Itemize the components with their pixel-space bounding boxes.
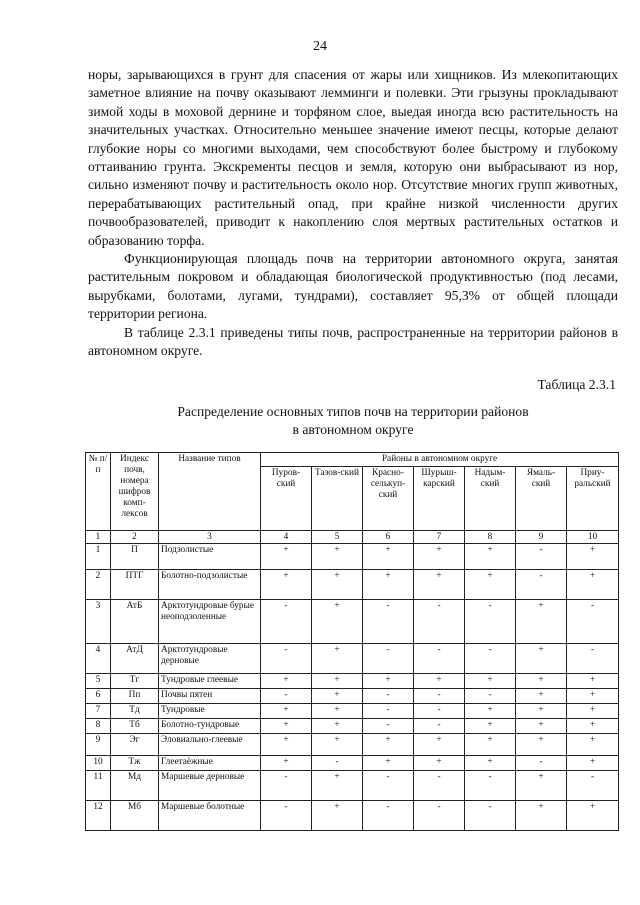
presence-mark: - [261, 644, 312, 674]
presence-mark: + [465, 544, 516, 570]
row-number: 7 [86, 704, 111, 719]
presence-mark: + [363, 734, 414, 756]
presence-mark: + [261, 704, 312, 719]
soil-name: Маршевые дерновые [159, 771, 261, 801]
column-number: 10 [567, 531, 619, 544]
presence-mark: + [567, 689, 619, 704]
presence-mark: + [516, 689, 567, 704]
presence-mark: + [465, 756, 516, 771]
presence-mark: + [567, 570, 619, 600]
row-number: 8 [86, 719, 111, 734]
presence-mark: - [414, 704, 465, 719]
presence-mark: + [261, 734, 312, 756]
table-row [86, 600, 619, 644]
presence-mark: + [312, 689, 363, 704]
presence-mark: + [312, 644, 363, 674]
soil-types-table [85, 452, 619, 831]
presence-mark: + [414, 734, 465, 756]
soil-name: Маршевые болотные [159, 801, 261, 831]
page-number: 24 [313, 39, 327, 54]
presence-mark: - [363, 600, 414, 644]
header-district: Тазов-ский [312, 467, 363, 531]
soil-name: Почвы пятен [159, 689, 261, 704]
presence-mark: + [363, 544, 414, 570]
table-caption: Таблица 2.3.1 [537, 377, 616, 392]
presence-mark: + [465, 674, 516, 689]
column-number: 5 [312, 531, 363, 544]
soil-name: Болотно-подзолистые [159, 570, 261, 600]
row-number: 4 [86, 644, 111, 674]
header-districts-group: Районы в автономном округе [261, 453, 619, 467]
soil-index: Мд [111, 771, 159, 801]
presence-mark: + [567, 544, 619, 570]
row-number: 2 [86, 570, 111, 600]
column-number: 8 [465, 531, 516, 544]
table-row [86, 704, 619, 719]
column-number: 6 [363, 531, 414, 544]
table-row [86, 771, 619, 801]
body-text [88, 66, 618, 361]
presence-mark: + [414, 674, 465, 689]
presence-mark: + [261, 544, 312, 570]
table-row [86, 756, 619, 771]
row-number: 10 [86, 756, 111, 771]
presence-mark: - [414, 600, 465, 644]
table-row [86, 674, 619, 689]
presence-mark: + [312, 801, 363, 831]
presence-mark: + [567, 704, 619, 719]
presence-mark: - [465, 771, 516, 801]
presence-mark: + [516, 644, 567, 674]
presence-mark: + [516, 719, 567, 734]
presence-mark: + [312, 771, 363, 801]
soil-index: Тб [111, 719, 159, 734]
presence-mark: - [516, 756, 567, 771]
soil-index: Тг [111, 674, 159, 689]
presence-mark: - [516, 544, 567, 570]
presence-mark: + [312, 544, 363, 570]
header-district: Красно-селькуп-ский [363, 467, 414, 531]
presence-mark: + [465, 570, 516, 600]
presence-mark: - [261, 801, 312, 831]
column-number: 9 [516, 531, 567, 544]
presence-mark: + [567, 719, 619, 734]
presence-mark: + [414, 544, 465, 570]
soil-index: АтД [111, 644, 159, 674]
presence-mark: - [567, 644, 619, 674]
soil-index: АтБ [111, 600, 159, 644]
presence-mark: + [465, 704, 516, 719]
column-number: 1 [86, 531, 111, 544]
soil-name: Подзолистые [159, 544, 261, 570]
header-district: Шурыш-карский [414, 467, 465, 531]
row-number: 9 [86, 734, 111, 756]
header-district: Пуров-ский [261, 467, 312, 531]
row-number: 5 [86, 674, 111, 689]
column-number: 2 [111, 531, 159, 544]
presence-mark: + [516, 704, 567, 719]
soil-index: Эг [111, 734, 159, 756]
presence-mark: - [261, 600, 312, 644]
presence-mark: + [363, 570, 414, 600]
table-row [86, 644, 619, 674]
presence-mark: - [312, 756, 363, 771]
presence-mark: - [414, 689, 465, 704]
presence-mark: - [363, 644, 414, 674]
presence-mark: + [465, 734, 516, 756]
presence-mark: - [363, 689, 414, 704]
table-row [86, 801, 619, 831]
presence-mark: - [567, 771, 619, 801]
presence-mark: - [465, 644, 516, 674]
presence-mark: + [363, 756, 414, 771]
header-name: Название типов [159, 453, 261, 531]
presence-mark: - [363, 771, 414, 801]
soil-index: Мб [111, 801, 159, 831]
presence-mark: - [465, 689, 516, 704]
table-body [86, 544, 619, 831]
presence-mark: - [363, 719, 414, 734]
soil-name: Тундровые [159, 704, 261, 719]
header-row-1 [86, 453, 619, 467]
soil-index: Тж [111, 756, 159, 771]
presence-mark: + [312, 734, 363, 756]
presence-mark: - [414, 719, 465, 734]
presence-mark: + [312, 674, 363, 689]
presence-mark: + [465, 719, 516, 734]
header-district: Приу-ральский [567, 467, 619, 531]
presence-mark: - [363, 704, 414, 719]
header-index: Индекс почв, номера шифров комп-лексов [111, 453, 159, 531]
presence-mark: - [414, 801, 465, 831]
presence-mark: - [516, 570, 567, 600]
table-title-line-1: Распределение основных типов почв на территории районов [177, 404, 529, 419]
header-district: Ямаль-ский [516, 467, 567, 531]
presence-mark: - [465, 801, 516, 831]
column-numbers-row [86, 531, 619, 544]
presence-mark: - [363, 801, 414, 831]
soil-name: Арктотундровые бурые неоподзоленные [159, 600, 261, 644]
presence-mark: + [261, 570, 312, 600]
presence-mark: + [312, 570, 363, 600]
table-row [86, 544, 619, 570]
row-number: 3 [86, 600, 111, 644]
presence-mark: + [414, 570, 465, 600]
header-num: № п/п [86, 453, 111, 531]
soil-name: Болотно-тундровые [159, 719, 261, 734]
presence-mark: + [261, 719, 312, 734]
header-district: Надым-ский [465, 467, 516, 531]
presence-mark: + [567, 734, 619, 756]
presence-mark: + [363, 674, 414, 689]
presence-mark: - [465, 600, 516, 644]
presence-mark: + [516, 801, 567, 831]
table-row [86, 689, 619, 704]
presence-mark: - [414, 771, 465, 801]
presence-mark: + [567, 756, 619, 771]
presence-mark: + [516, 771, 567, 801]
column-number: 3 [159, 531, 261, 544]
soil-index: П [111, 544, 159, 570]
presence-mark: + [414, 756, 465, 771]
presence-mark: - [261, 771, 312, 801]
presence-mark: + [516, 674, 567, 689]
column-number: 4 [261, 531, 312, 544]
soil-name: Арктотундровые дерновые [159, 644, 261, 674]
presence-mark: + [516, 734, 567, 756]
presence-mark: + [312, 600, 363, 644]
presence-mark: + [567, 674, 619, 689]
soil-name: Глеетаёжные [159, 756, 261, 771]
soil-index: Пп [111, 689, 159, 704]
presence-mark: - [567, 600, 619, 644]
presence-mark: + [567, 801, 619, 831]
paragraph-2: Функционирующая площадь почв на территории автономного округа, занятая растительным покровом и обладающая биологической продуктивностью (под лесами, вырубками, болотами, лугами, тундрами), составляет 95,3% от общей площади территории региона. [88, 251, 618, 322]
row-number: 1 [86, 544, 111, 570]
presence-mark: + [312, 719, 363, 734]
row-number: 6 [86, 689, 111, 704]
table-row [86, 570, 619, 600]
row-number: 12 [86, 801, 111, 831]
presence-mark: + [261, 674, 312, 689]
soil-index: Тд [111, 704, 159, 719]
row-number: 11 [86, 771, 111, 801]
presence-mark: + [312, 704, 363, 719]
soil-name: Тундровые глеевые [159, 674, 261, 689]
paragraph-1: норы, зарывающихся в грунт для спасения от жары или хищников. Из млекопитающих заметное влияние на почву оказывают лемминги и полевки. Эти грызуны прокладывают зимой ходы в моховой дернине и торфяном слое, выедая иногда всю растительность на значительных участках. Относительно меньшее значение имеют песцы, которые делают глубокие норы со многими выходами, чем способствуют более быстрому и глубокому оттаиванию грунта. Экскременты песцов и земля, которую они выбрасывают из нор, сильно изменяют почву и растительность около нор. Отсутствие многих групп животных, перерабатывающих растительный опад, при крайне низкой численности других почвообразователей, приводит к накоплению слоя мертвых растительных остатков и образованию торфа. [88, 67, 618, 248]
presence-mark: - [414, 644, 465, 674]
paragraph-3: В таблице 2.3.1 приведены типы почв, распространенные на территории районов в автономном округе. [88, 324, 618, 359]
table-row [86, 719, 619, 734]
column-number: 7 [414, 531, 465, 544]
presence-mark: + [516, 600, 567, 644]
presence-mark: + [261, 756, 312, 771]
table-title-line-2: в автономном округе [292, 422, 414, 437]
table-title [88, 403, 618, 439]
soil-name: Эловиально-глеевые [159, 734, 261, 756]
table-row [86, 734, 619, 756]
presence-mark: - [261, 689, 312, 704]
soil-index: ПТГ [111, 570, 159, 600]
